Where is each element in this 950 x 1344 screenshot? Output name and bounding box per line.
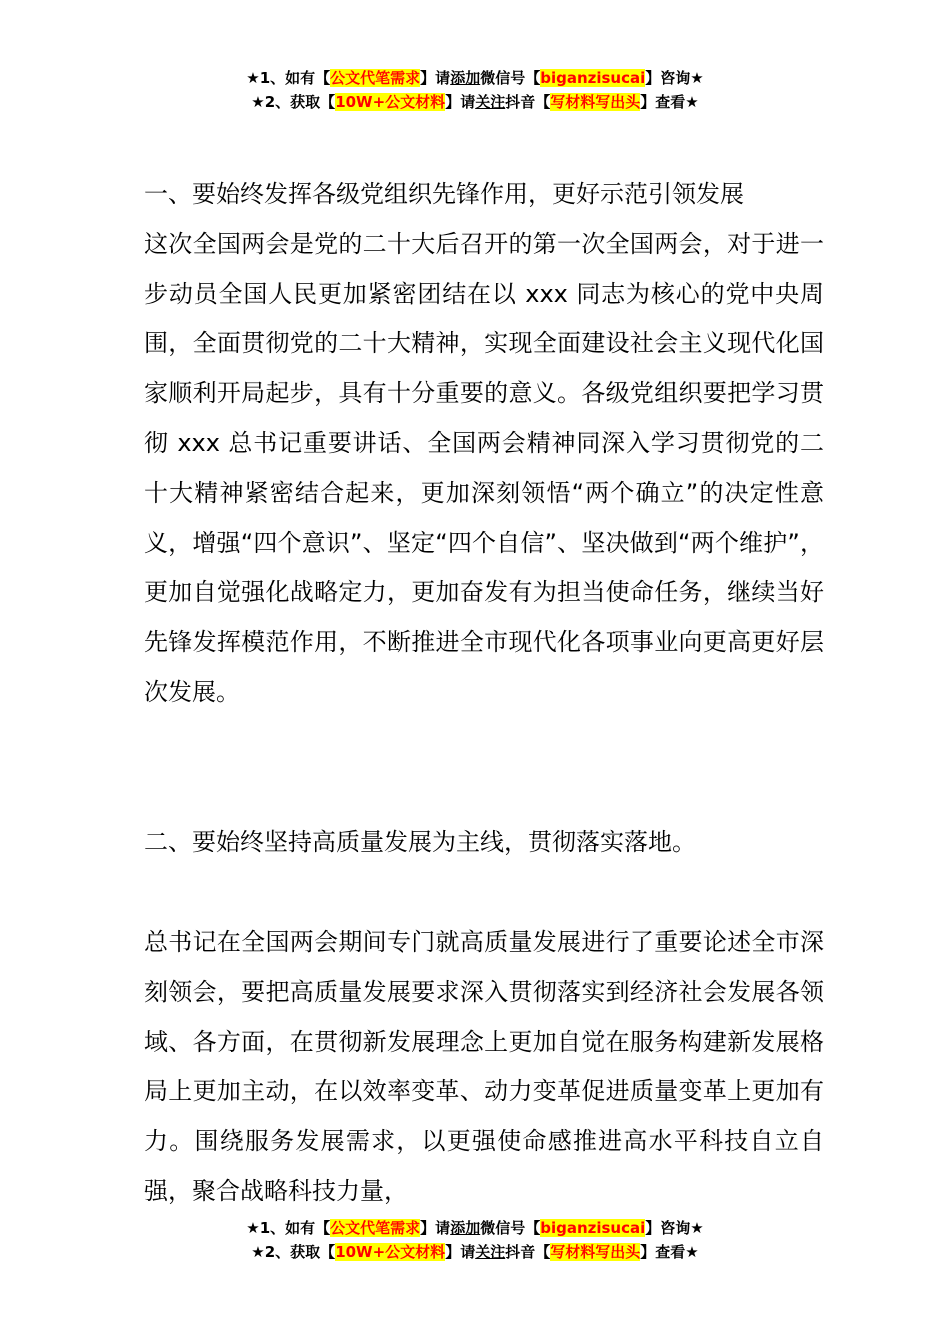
highlight-text: 写材料写出头 [550, 1243, 641, 1261]
banner-text: 】咨询★ [645, 69, 704, 87]
banner-text: 】请 [420, 1219, 451, 1237]
banner-text: 】查看★ [640, 1243, 699, 1261]
banner-text: 抖音【 [505, 93, 551, 111]
underlined-text: 关注 [475, 1243, 506, 1261]
paragraph-two: 总书记在全国两会期间专门就高质量发展进行了重要论述全市深刻领会，要把高质量发展要求深入贯彻落实到经济社会发展各领域、各方面，在贯彻新发展理念上更加自觉在服务构建新发展格局上更加主动，在以效率变革、动力变革促进质量变革上更加有力。围绕服务发展需求，以更强使命感推进高水平科技自立自强，聚合战略科技力量， [144, 928, 824, 1205]
banner-line-2 [0, 1240, 950, 1264]
highlight-text: 写材料写出头 [550, 93, 641, 111]
highlight-text: 公文代笔需求 [330, 69, 421, 87]
banner-text: 】查看★ [640, 93, 699, 111]
banner-text: 】咨询★ [645, 1219, 704, 1237]
footer-banner [0, 1216, 950, 1264]
underlined-text: 添加 [450, 1219, 481, 1237]
banner-text: ★2、获取【 [251, 93, 336, 111]
banner-text: 微信号【 [480, 69, 541, 87]
banner-text: 微信号【 [480, 1219, 541, 1237]
highlight-text: 公文代笔需求 [330, 1219, 421, 1237]
banner-line-1 [0, 1216, 950, 1240]
banner-line-2 [0, 90, 950, 114]
highlight-text: biganzisucai [540, 69, 646, 87]
banner-text: 抖音【 [505, 1243, 551, 1261]
section-one [144, 170, 824, 718]
paragraph-one: 这次全国两会是党的二十大后召开的第一次全国两会，对于进一步动员全国人民更加紧密团结在以 xxx 同志为核心的党中央周围，全面贯彻党的二十大精神，实现全面建设社会主义现代化国家顺利开局起步，具有十分重要的意义。各级党组织要把学习贯彻 xxx 总书记重要讲话、全国两会精神同深入学习贯彻党的二十大精神紧密结合起来，更加深刻领悟“两个确立”的决定性意义，增强“四个意识”、坚定“四个自信”、坚决做到“两个维护”，更加自觉强化战略定力，更加奋发有为担当使命任务，继续当好先锋发挥模范作用，不断推进全市现代化各项事业向更高更好层次发展。 [144, 229, 824, 706]
underlined-text: 关注 [475, 93, 506, 111]
banner-text: 】请 [420, 69, 451, 87]
banner-line-1 [0, 66, 950, 90]
highlight-text: 10W+公文材料 [335, 1243, 446, 1261]
banner-text: ★2、获取【 [251, 1243, 336, 1261]
heading-two: 二、要始终坚持高质量发展为主线，贯彻落实落地。 [144, 828, 696, 856]
banner-text: 】请 [445, 93, 476, 111]
header-banner [0, 66, 950, 114]
underlined-text: 添加 [450, 69, 481, 87]
banner-text: ★1、如有【 [246, 1219, 331, 1237]
section-two-heading [144, 818, 824, 868]
highlight-text: biganzisucai [540, 1219, 646, 1237]
banner-text: 】请 [445, 1243, 476, 1261]
highlight-text: 10W+公文材料 [335, 93, 446, 111]
section-two-body [144, 918, 824, 1217]
banner-text: ★1、如有【 [246, 69, 331, 87]
heading-one: 一、要始终发挥各级党组织先锋作用，更好示范引领发展 [144, 180, 744, 208]
